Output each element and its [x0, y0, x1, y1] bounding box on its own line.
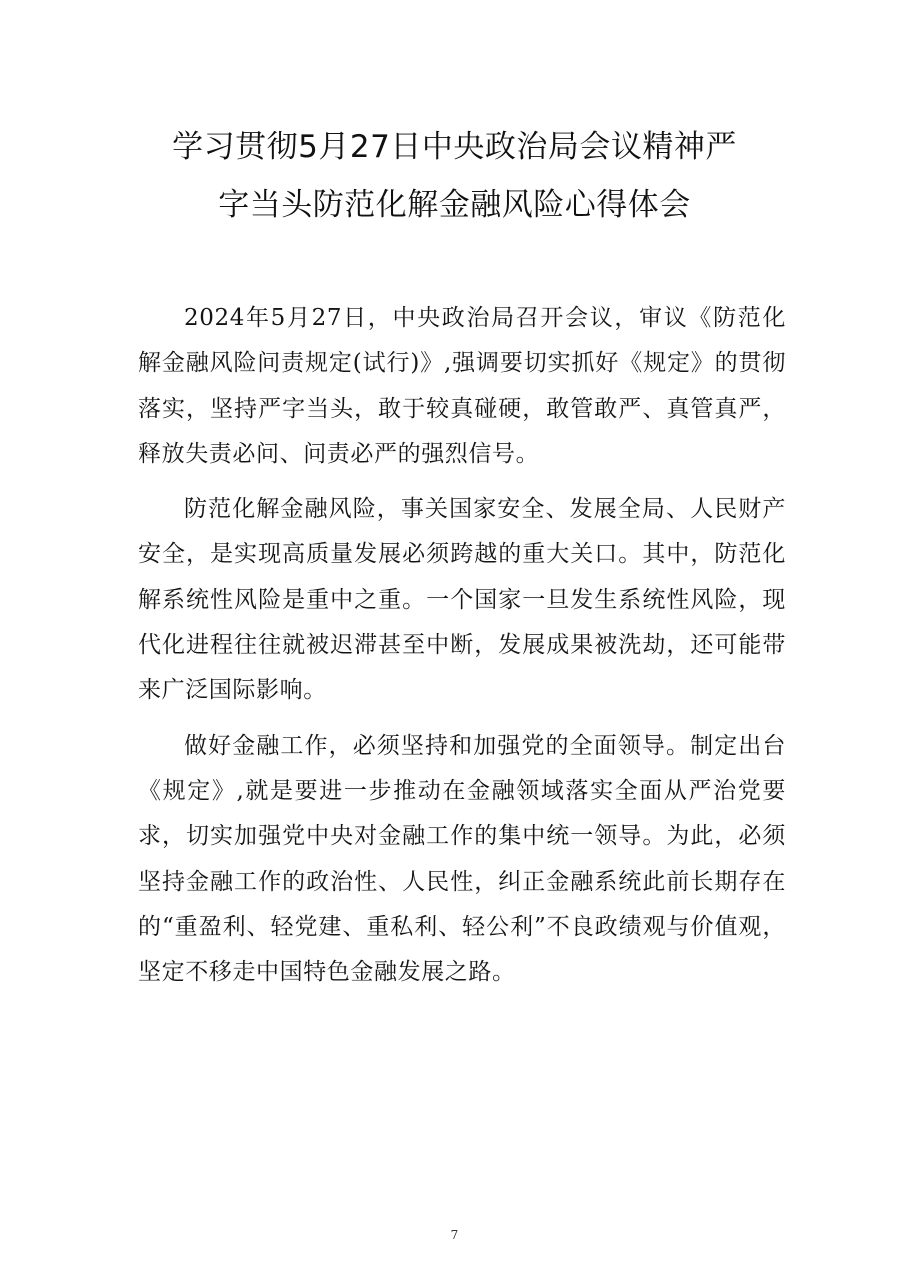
document-title	[120, 118, 789, 234]
title-line-1: 学习贯彻5月27日中央政治局会议精神严	[172, 129, 737, 165]
paragraph-1: 2024年5月27日，中央政治局召开会议，审议《防范化解金融风险问责规定(试行)》,强调要切实抓好《规定》的贯彻落实，坚持严字当头，敢于较真碰硬，敢管敢严、真管真严，释放失责必问、问责必严的强烈信号。	[138, 305, 786, 467]
document-body	[138, 296, 786, 1005]
page-number: 7	[450, 1228, 459, 1242]
title-line-2: 字当头防范化解金融风险心得体会	[218, 187, 691, 223]
paragraph-3: 做好金融工作，必须坚持和加强党的全面领导。制定出台《规定》,就是要进一步推动在金融领域落实全面从严治党要求，切实加强党中央对金融工作的集中统一领导。为此，必须坚持金融工作的政治性、人民性，纠正金融系统此前长期存在的“重盈利、轻党建、重私利、轻公利”不良政绩观与价值观，坚定不移走中国特色金融发展之路。	[138, 732, 786, 986]
paragraph-2: 防范化解金融风险，事关国家安全、发展全局、人民财产安全，是实现高质量发展必须跨越的重大关口。其中，防范化解系统性风险是重中之重。一个国家一旦发生系统性风险，现代化进程往往就被迟滞甚至中断，发展成果被洗劫，还可能带来广泛国际影响。	[138, 496, 786, 704]
